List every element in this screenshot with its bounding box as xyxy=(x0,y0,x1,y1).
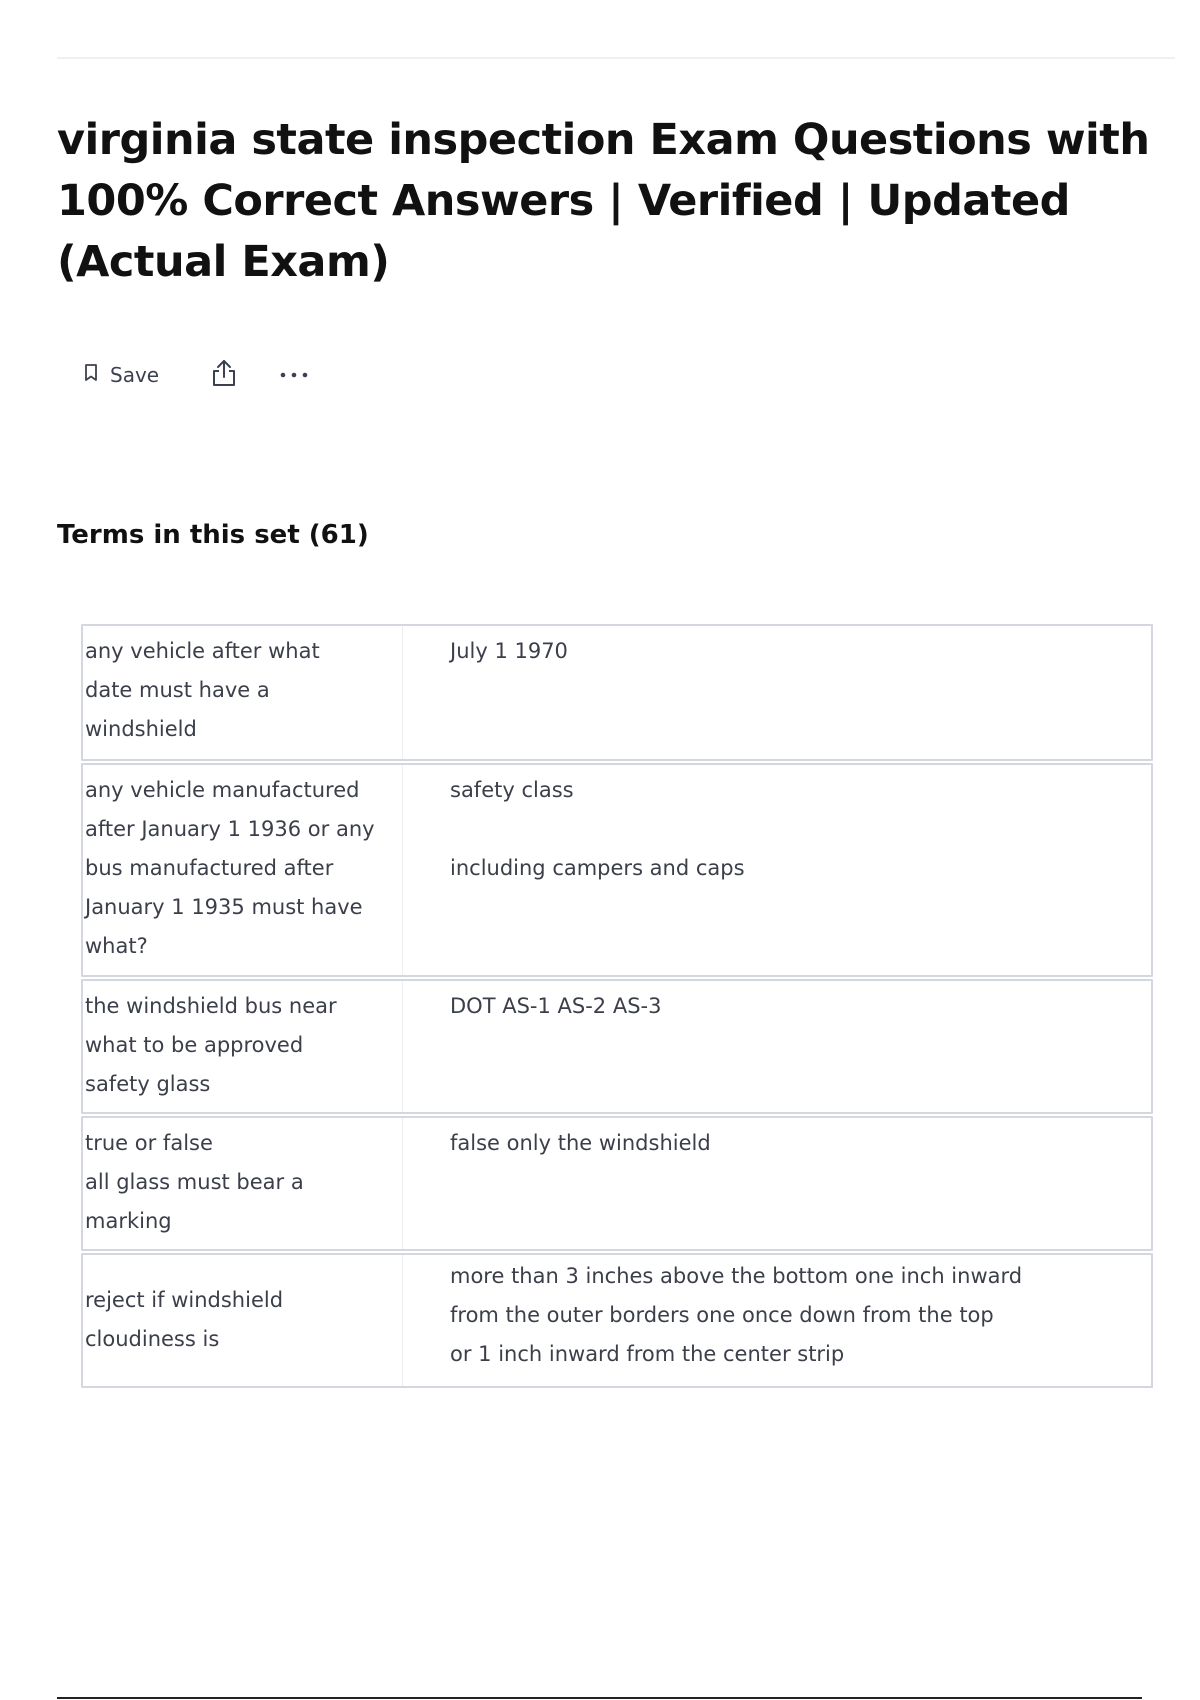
bookmark-icon xyxy=(84,363,98,388)
definition-text: safety class including campers and caps xyxy=(450,778,745,880)
more-options-button[interactable] xyxy=(279,358,309,392)
term-text: the windshield bus near what to be approved safety glass xyxy=(83,981,403,1112)
definition-text: false only the windshield xyxy=(450,1131,711,1155)
definition-text: July 1 1970 xyxy=(450,639,568,663)
term-text: any vehicle after what date must have a windshield xyxy=(83,626,403,759)
definition-text: more than 3 inches above the bottom one inch inward from the outer borders one once down from the top or 1 inch inward from the center strip xyxy=(450,1264,1023,1366)
page-title: virginia state inspection Exam Questions with 100% Correct Answers | Verified | Updated (Actual Exam) xyxy=(57,115,1150,287)
term-card[interactable] xyxy=(81,979,1153,1114)
term-text: any vehicle manufactured after January 1 1936 or any bus manufactured after January 1 1935 must have what? xyxy=(83,765,403,975)
term-card[interactable] xyxy=(81,763,1153,977)
term-card[interactable] xyxy=(81,1116,1153,1251)
term-card[interactable] xyxy=(81,1253,1153,1388)
share-button[interactable] xyxy=(209,358,239,392)
toolbar xyxy=(84,355,309,395)
term-card[interactable] xyxy=(81,624,1153,761)
term-text: true or false all glass must bear a marking xyxy=(83,1118,403,1249)
save-button[interactable] xyxy=(84,363,159,388)
terms-heading: Terms in this set (61) xyxy=(57,520,369,550)
definition-text: DOT AS-1 AS-2 AS-3 xyxy=(450,994,662,1018)
save-label: Save xyxy=(110,363,160,387)
term-text: reject if windshield cloudiness is xyxy=(83,1255,403,1386)
terms-list xyxy=(81,624,1153,1390)
more-horizontal-icon xyxy=(279,366,309,384)
top-divider xyxy=(57,57,1175,59)
bottom-divider xyxy=(57,1697,1142,1699)
share-icon xyxy=(211,358,237,393)
